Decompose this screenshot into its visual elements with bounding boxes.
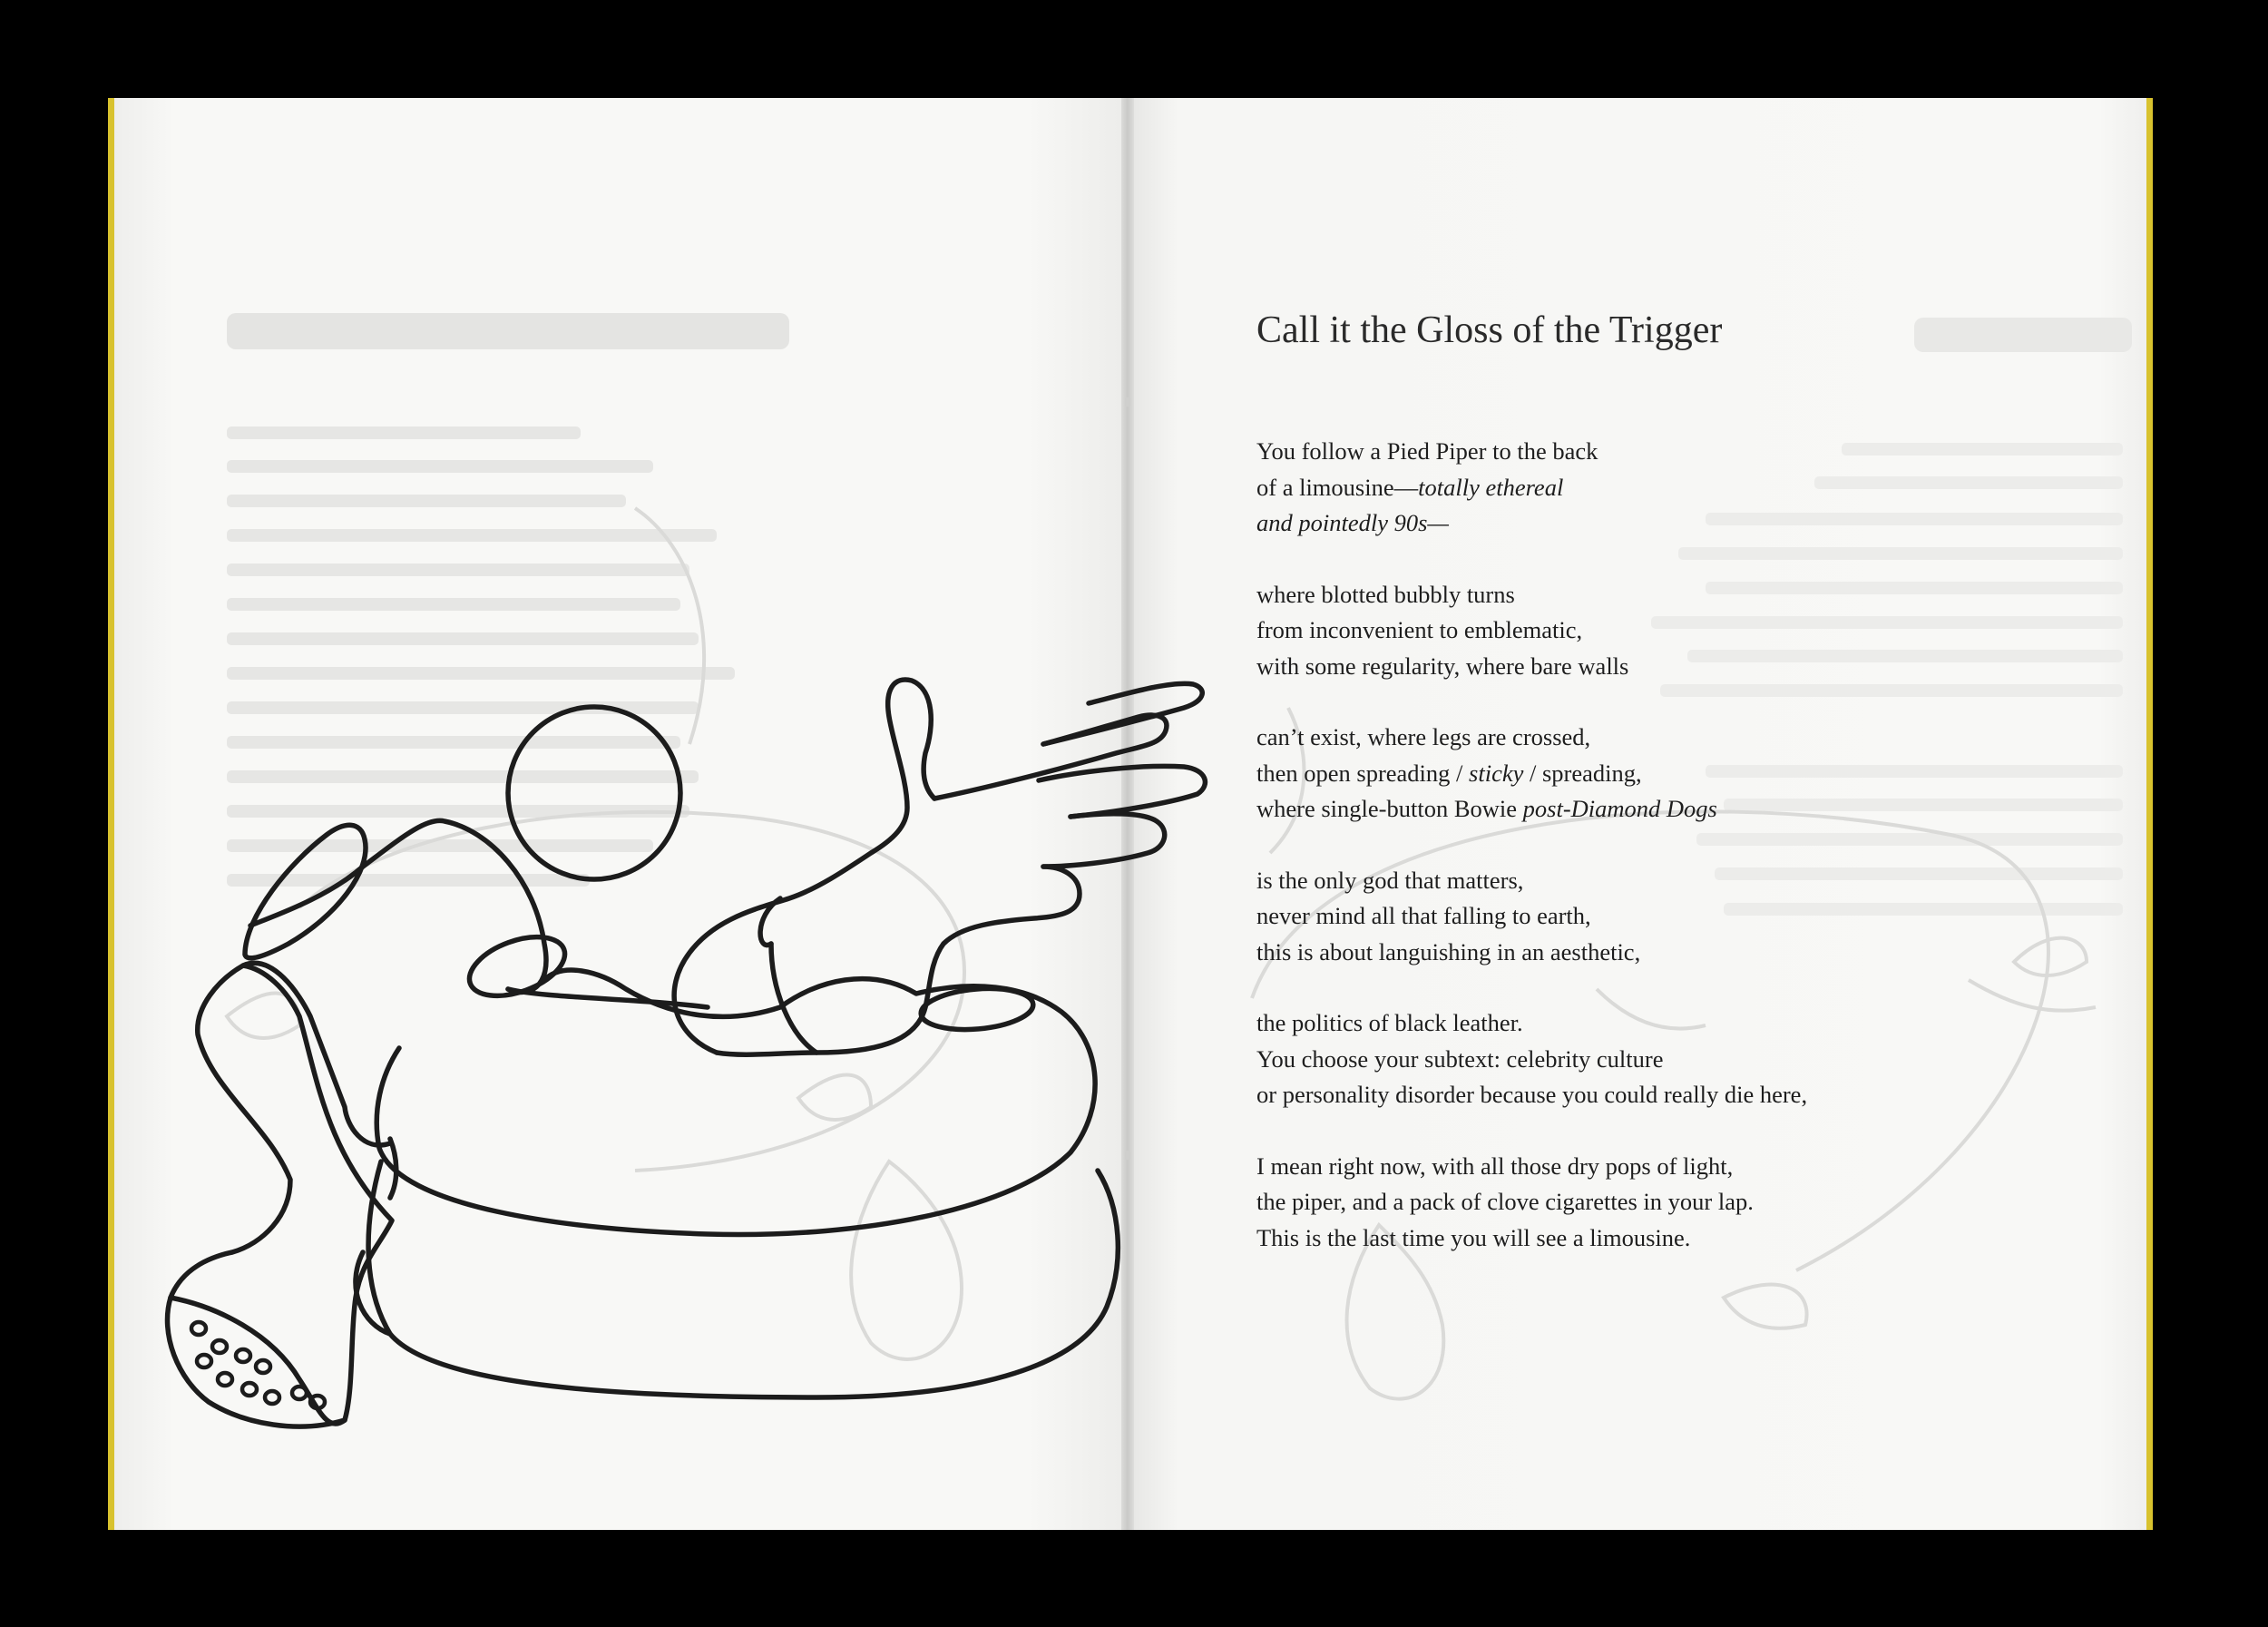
line-text: where single-button Bowie bbox=[1256, 795, 1523, 822]
poem-line bbox=[1256, 1005, 2073, 1042]
poem-stanza bbox=[1256, 863, 2073, 971]
poem-stanza bbox=[1256, 1005, 2073, 1113]
poem-line bbox=[1256, 1042, 2073, 1078]
line-text: This is the last time you will see a limousine. bbox=[1256, 1223, 1691, 1251]
poem-line bbox=[1256, 613, 2073, 649]
poem-line bbox=[1256, 1184, 2073, 1220]
pipe bbox=[243, 963, 390, 1145]
poem-line bbox=[1256, 577, 2073, 613]
poem-line bbox=[1256, 720, 2073, 756]
italic-text: post-Diamond Dogs bbox=[1522, 795, 1717, 822]
poem-stanza bbox=[1256, 720, 2073, 828]
poem-line bbox=[1256, 898, 2073, 935]
line-text: / spreading, bbox=[1523, 759, 1642, 787]
poem-line bbox=[1256, 935, 2073, 971]
italic-text: totally ethereal bbox=[1418, 473, 1564, 501]
line-text: I mean right now, with all those dry pops of light, bbox=[1256, 1152, 1734, 1180]
poem-line bbox=[1256, 434, 2073, 470]
poem-line bbox=[1256, 1149, 2073, 1185]
line-text: this is about languishing in an aesthetic, bbox=[1256, 937, 1641, 965]
poem-line bbox=[1256, 1077, 2073, 1113]
poem-stanza bbox=[1256, 577, 2073, 685]
line-text: where blotted bubbly turns bbox=[1256, 580, 1515, 608]
poem-line bbox=[1256, 649, 2073, 685]
poem-line bbox=[1256, 756, 2073, 792]
poem-title: Call it the Gloss of the Trigger bbox=[1256, 309, 1723, 351]
line-text: the piper, and a pack of clove cigarettes in your lap. bbox=[1256, 1188, 1754, 1215]
line-text: can’t exist, where legs are crossed, bbox=[1256, 723, 1591, 750]
poem-line bbox=[1256, 505, 2073, 542]
line-text: never mind all that falling to earth, bbox=[1256, 902, 1591, 929]
italic-text: and pointedly 90s— bbox=[1256, 509, 1449, 536]
line-text: from inconvenient to emblematic, bbox=[1256, 616, 1583, 643]
line-text: You follow a Pied Piper to the back bbox=[1256, 437, 1598, 465]
line-text: is the only god that matters, bbox=[1256, 866, 1524, 894]
hand bbox=[674, 680, 934, 1053]
poem-body bbox=[1256, 434, 2073, 1291]
line-text: or personality disorder because you could really die here, bbox=[1256, 1081, 1808, 1108]
poem-stanza bbox=[1256, 434, 2073, 542]
line-text: the politics of black leather. bbox=[1256, 1009, 1523, 1036]
line-text: You choose your subtext: celebrity culture bbox=[1256, 1044, 1664, 1073]
poem-stanza bbox=[1256, 1149, 2073, 1257]
line-text: then open spreading / bbox=[1256, 759, 1470, 787]
poem-line bbox=[1256, 1220, 2073, 1257]
line-text: with some regularity, where bare walls bbox=[1256, 652, 1629, 680]
cushion bbox=[376, 970, 1095, 1234]
base-bun bbox=[368, 1161, 1118, 1397]
poem-line bbox=[1256, 791, 2073, 828]
italic-text: sticky bbox=[1469, 759, 1524, 787]
hand-drawing bbox=[167, 680, 1205, 1426]
ball bbox=[508, 707, 680, 879]
poem-line bbox=[1256, 470, 2073, 506]
poem-line bbox=[1256, 863, 2073, 899]
line-text: of a limousine— bbox=[1256, 473, 1419, 501]
